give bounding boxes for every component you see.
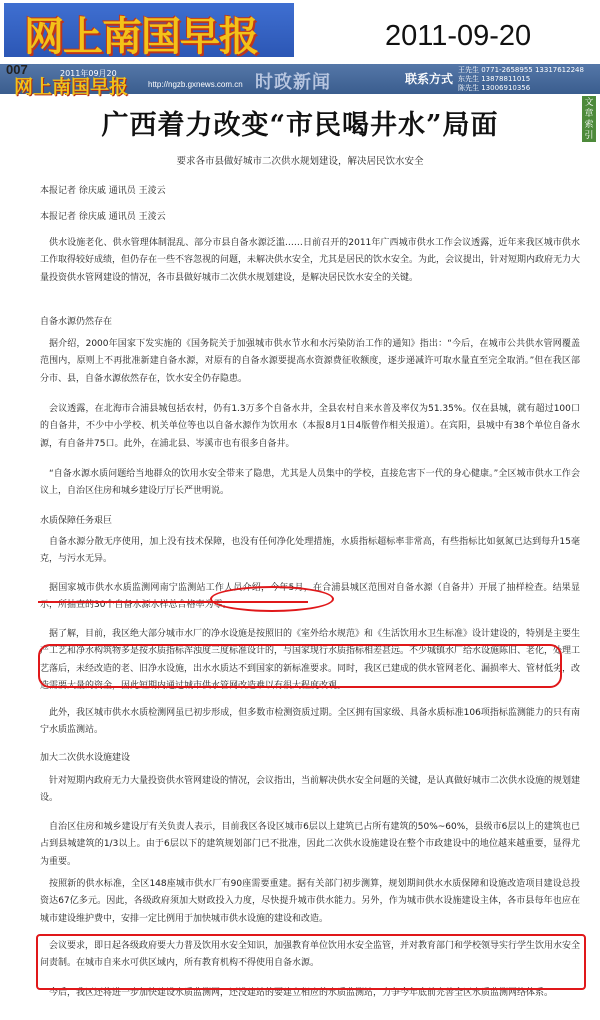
contact-label: 联系方式: [405, 72, 454, 86]
issue-date: 2011-09-20: [385, 20, 532, 52]
paragraph-5: 自备水源分散无序使用，加上没有技术保障，也没有任何净化处理措施，水质指标超标率非常高，有些指标比如氨氮已达到每升15毫克，与污水无异。: [40, 537, 580, 565]
paragraph-12: 会议要求，即日起各级政府要大力普及饮用水安全知识，加强教育单位饮用水安全监管，并对教育部门和学校领导实行学生饮用水安全问责制。在城市自来水可供区域内，所有教育机构不得使用自备水源。: [40, 941, 581, 969]
red-highlight-annotation: [38, 644, 562, 688]
newspaper-logo: [4, 3, 294, 57]
tab-char: 索: [584, 120, 594, 130]
strip-logo: 网上南国早报: [14, 76, 129, 98]
tab-char: 引: [584, 131, 594, 141]
article-subtitle: 要求各市县做好城市二次供水规划建设，解决居民饮水安全: [176, 156, 424, 167]
paragraph-2: 据介绍，2000年国家下发实施的《国务院关于加强城市供水节水和水污染防治工作的通知》指出：“今后，在城市公共供水管网覆盖范围内，原则上不再批准新建自备水源，对原有的自备水源要提高水资源费征收额度，逐步递减许可取水量直至完全取消。”但在我区部分市、县，自备水源依然存在，饮水安全仍存隐患。: [40, 339, 580, 384]
contact-phones: [458, 66, 584, 93]
paragraph-8: 此外，我区城市供水水质检测网虽已初步形成，但多数市检测资质过期。全区拥有国家级、具备水质标准106项指标监测能力的只有南宁水质监测站。: [40, 708, 580, 736]
phone-line: 东先生 13878811015: [458, 75, 531, 83]
red-underline-annotation: [38, 601, 308, 603]
subheading-3: 加大二次供水设施建设: [40, 753, 131, 763]
subheading-2: 水质保障任务艰巨: [40, 516, 113, 526]
site-url[interactable]: http://ngzb.gxnews.com.cn: [148, 80, 243, 89]
tab-char: 文: [584, 98, 594, 108]
strip-date: 2011年09月20: [60, 69, 117, 78]
page-number: 007: [6, 62, 28, 77]
red-box-annotation: [36, 934, 586, 990]
paragraph-11: 按照新的供水标准，全区148座城市供水厂有90座需要重建。据有关部门初步测算，规划期间供水水质保障和设施改造项目建设总投资达67亿多元。因此，各级政府须加大财政投入力度，尽快提升城市供水能力。另外，作为城市供水设施建设主体，各市县每年也应在城市建设维护费中，安排一定比例用于加快城市供水设施的建设和改造。: [40, 879, 580, 924]
section-title: 时政新闻: [255, 72, 331, 93]
article-byline-top: 本报记者 徐庆戚 通讯员 王淩云: [40, 186, 166, 196]
paragraph-13: 今后，我区还将进一步加快建设水质监测网，还没建站的要建立相应的水质监测站，力争今年底前完善全区水质监测网络体系。: [49, 988, 554, 998]
paragraph-4: “自备水源水质问题给当地群众的饮用水安全带来了隐患，尤其是人员集中的学校，直接危害下一代的身心健康。”全区城市供水工作会议上，自治区住房和城乡建设厅厅长严世明说。: [40, 469, 580, 497]
paragraph-7: 据了解，目前，我区绝大部分城市水厂的净水设施是按照旧的《室外给水规范》和《生活饮用水卫生标准》设计建设的，特别是主要生产工艺和净水构筑物多是按水质指标浑浊度三度标准设计的，与国家现行水质指标相差甚远。不少城镇水厂给水设施陈旧、老化，处理工艺落后，未经改造的老、旧净水设施，出水水质达不到国家的新标准要求。同时，我区已建成的供水管网老化、漏损率大、管材低劣，改造需要大量的资金，因此短期内通过城市供水管网改造难以有很大程度改观。: [40, 629, 581, 692]
subheading-1: 自备水源仍然存在: [40, 317, 113, 327]
paragraph-10: 自治区住房和城乡建设厅有关负责人表示，目前我区各设区城市6层以上建筑已占所有建筑的50%~60%，县级市6层以上的建筑也已占到县城建筑的1/3以上。由于6层以下的建筑规划部门已不批准，因此二次供水设施建设在整个市政建设中的地位越来越重要，显得尤为重要。: [40, 822, 580, 867]
section-strip: [0, 62, 600, 98]
phone-line: 陈先生 13006910356: [458, 84, 531, 92]
paragraph-6: 据国家城市供水水质监测网南宁监测站工作人员介绍，今年5月，在合浦县城区范围对自备水源（自备井）开展了抽样检查。结果显示，所抽查的30个自备水源水样总合格率为零。: [40, 583, 580, 611]
tab-char: 章: [584, 109, 594, 119]
red-circle-annotation: [210, 586, 334, 612]
paragraph-1: 供水设施老化、供水管理体制混乱、部分市县自备水源泛滥……日前召开的2011年广西城市供水工作会议透露，近年来我区城市供水工作取得较好成绩，但仍存在一些不容忽视的问题，未解决供水安全，尤其是居民的饮水安全。为此，会议提出，针对短期内政府无力大量投资供水管网建设的情况，各市县做好城市二次供水规划建设，是解决居民饮水安全的关键。: [40, 238, 581, 283]
phone-line: 王先生 0771-2658955 13317612248: [458, 66, 584, 74]
article-headline: 广西着力改变“市民喝井水”局面: [101, 110, 499, 141]
logo-text: 网上南国早报: [24, 13, 258, 57]
paragraph-9: 针对短期内政府无力大量投资供水管网建设的情况，会议指出，当前解决供水安全问题的关键，是认真做好城市二次供水设施的规划建设。: [40, 776, 581, 804]
article-byline: 本报记者 徐庆戚 通讯员 王淩云: [40, 212, 166, 222]
paragraph-3: 会议透露，在北海市合浦县城包括农村，仍有1.3万多个自备水井，全县农村自来水普及率仅为51.35%。仅在县城，就有超过100口的自备井，不少中小学校、机关单位等也以自备水源作为饮用水（本报8月1日4版曾作相关报道）。在宾阳，县城中有38个单位自备水源，有自备井75口。此外，在浦北县、岑溪市也有很多自备井。: [40, 404, 580, 449]
page-header: [0, 0, 600, 62]
